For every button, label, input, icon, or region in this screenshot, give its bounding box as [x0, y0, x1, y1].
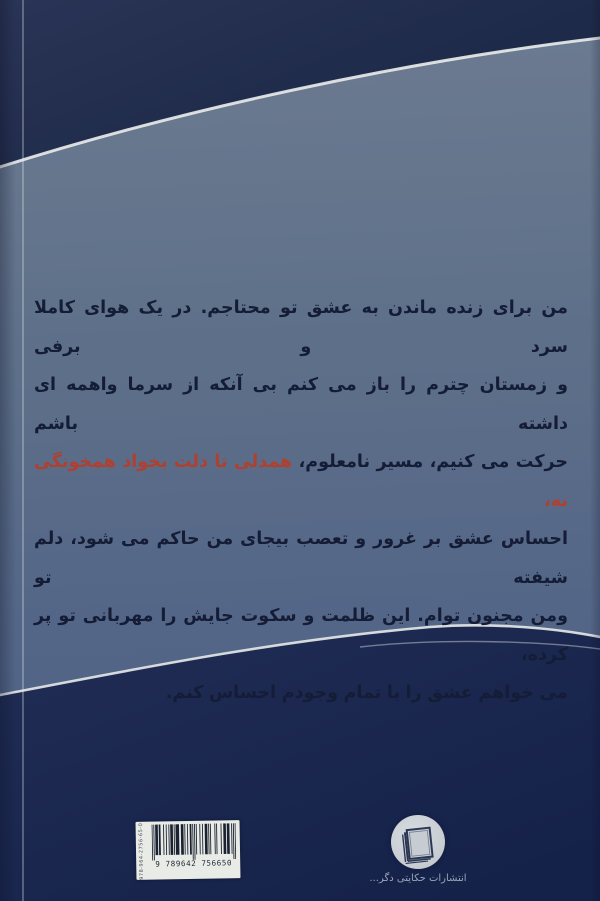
barcode: [136, 820, 241, 880]
blurb-line: [34, 366, 568, 443]
blurb-text: ومن مجنون توام. این ظلمت و سکوت جایش را مهربانی تو پر کرده،: [34, 606, 568, 665]
isbn-vertical-label: 978-964-2756-65-0: [138, 822, 146, 880]
blurb-line: [34, 289, 568, 366]
book-pages-icon: [391, 815, 445, 869]
publisher-name: انتشارات حکایتی دگر...: [369, 873, 467, 884]
blurb-line: [34, 674, 568, 713]
blurb-line: [34, 520, 568, 597]
publisher-logo: [391, 815, 445, 869]
barcode-bars: [151, 823, 236, 860]
barcode-main: [147, 820, 241, 880]
blurb-text: من برای زنده ماندن به عشق تو محتاجم. در یک هوای کاملا سرد و برفی: [34, 298, 568, 357]
blurb-line: [34, 597, 568, 674]
blurb-text: و زمستان چترم را باز می کنم بی آنکه از سرما واهمه ای داشته باشم: [34, 375, 568, 434]
blurb-line: [34, 443, 568, 520]
back-cover-blurb: [34, 289, 568, 713]
blurb-text: می خواهم عشق را با تمام وجودم احساس کنم.: [165, 683, 568, 703]
barcode-digits: 9 789642 756650: [155, 858, 233, 869]
blurb-text: احساس عشق بر غرور و تعصب بیجای من حاکم می شود، دلم شیفته تو: [34, 529, 568, 588]
blurb-text: حرکت می کنیم، مسیر نامعلوم،: [292, 452, 568, 472]
blurb-emphasis-text: همدلی تا دلت بخواد همخونگی نه،: [34, 452, 568, 511]
publisher-logo-block: [358, 815, 478, 885]
